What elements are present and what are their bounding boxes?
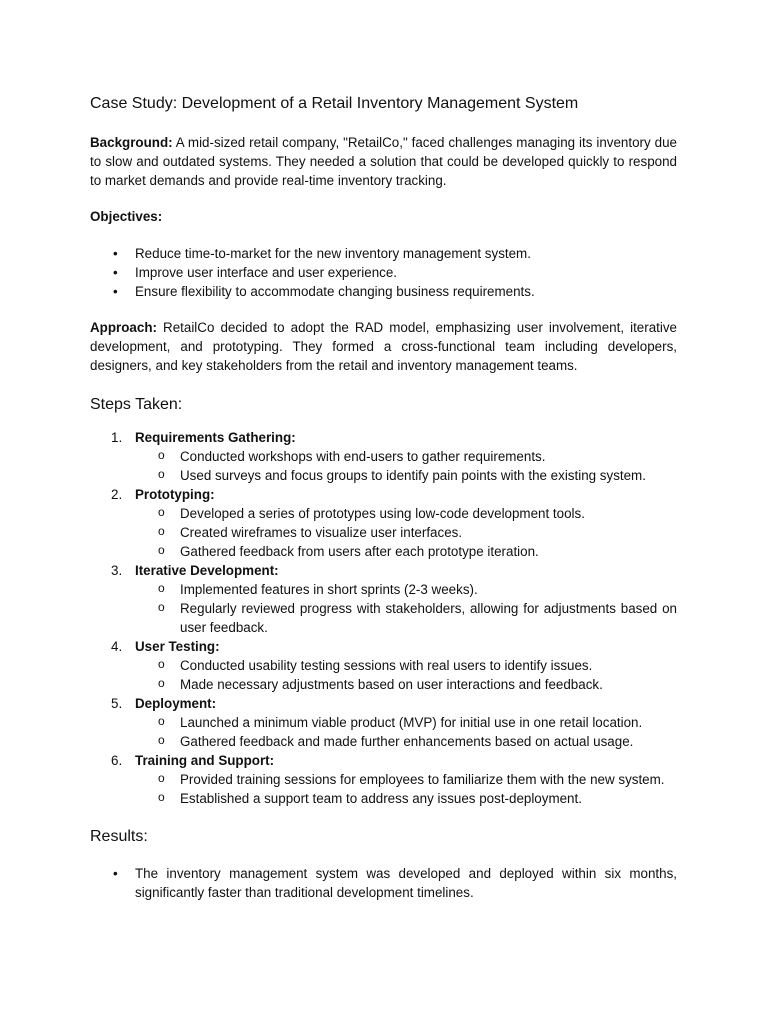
step-sublist — [135, 447, 677, 485]
step-title: Prototyping: — [135, 487, 215, 502]
approach-text: RetailCo decided to adopt the RAD model, emphasizing user involvement, iterative development, and prototyping. They formed a cross-functional team including developers, designers, and key stakeholders from the retail and inventory management teams. — [90, 320, 677, 373]
step-item — [90, 637, 677, 694]
objectives-label: Objectives: — [90, 209, 163, 224]
step-number: 6. — [111, 753, 123, 768]
step-sublist — [135, 656, 677, 694]
background-paragraph — [90, 133, 677, 190]
step-subitem: o Made necessary adjustments based on user interactions and feedback. — [135, 675, 677, 694]
step-item — [90, 561, 677, 637]
step-number: 2. — [111, 487, 123, 502]
results-list — [90, 864, 677, 902]
step-subitem: o Implemented features in short sprints (2-3 weeks). — [135, 580, 677, 599]
step-subitem: o Launched a minimum viable product (MVP) for initial use in one retail location. — [135, 713, 677, 732]
step-subitem: o Gathered feedback and made further enhancements based on actual usage. — [135, 732, 677, 751]
approach-label: Approach: — [90, 320, 157, 335]
step-number: 4. — [111, 639, 123, 654]
step-number: 3. — [111, 563, 123, 578]
step-subitem: o Conducted usability testing sessions with real users to identify issues. — [135, 656, 677, 675]
step-item — [90, 751, 677, 808]
step-title: User Testing: — [135, 639, 220, 654]
step-subitem: o Conducted workshops with end-users to gather requirements. — [135, 447, 677, 466]
objectives-heading — [90, 207, 677, 226]
step-sublist — [135, 580, 677, 637]
step-title: Deployment: — [135, 696, 217, 711]
step-subitem: o Regularly reviewed progress with stakeholders, allowing for adjustments based on user feedback. — [135, 599, 677, 637]
document-page — [90, 93, 677, 919]
step-subitem: o Developed a series of prototypes using low-code development tools. — [135, 504, 677, 523]
step-item — [90, 694, 677, 751]
step-sublist — [135, 770, 677, 808]
step-title: Iterative Development: — [135, 563, 279, 578]
step-number: 1. — [111, 430, 123, 445]
step-subitem: o Provided training sessions for employees to familiarize them with the new system. — [135, 770, 677, 789]
step-item — [90, 485, 677, 561]
objective-item: • Improve user interface and user experience. — [90, 263, 677, 282]
objective-item: • Ensure flexibility to accommodate changing business requirements. — [90, 282, 677, 301]
step-subitem: o Created wireframes to visualize user interfaces. — [135, 523, 677, 542]
step-subitem: o Established a support team to address any issues post-deployment. — [135, 789, 677, 808]
document-title: Case Study: Development of a Retail Inventory Management System — [90, 95, 579, 112]
step-sublist — [135, 504, 677, 561]
background-label: Background: — [90, 135, 173, 150]
background-text: A mid-sized retail company, "RetailCo," faced challenges managing its inventory due to slow and outdated systems. They needed a solution that could be developed quickly to respond to market demands and provide real-time inventory tracking. — [90, 135, 677, 188]
step-title: Training and Support: — [135, 753, 275, 768]
steps-list — [90, 428, 677, 808]
steps-heading: Steps Taken: — [90, 396, 183, 413]
approach-paragraph — [90, 318, 677, 375]
objectives-list — [90, 244, 677, 301]
objective-item: • Reduce time-to-market for the new inventory management system. — [90, 244, 677, 263]
step-title: Requirements Gathering: — [135, 430, 296, 445]
step-item — [90, 428, 677, 485]
results-heading: Results: — [90, 828, 148, 845]
step-number: 5. — [111, 696, 123, 711]
step-sublist — [135, 713, 677, 751]
result-item: • The inventory management system was developed and deployed within six months, significantly faster than traditional development timelines. — [90, 864, 677, 902]
step-subitem: o Used surveys and focus groups to identify pain points with the existing system. — [135, 466, 677, 485]
step-subitem: o Gathered feedback from users after each prototype iteration. — [135, 542, 677, 561]
